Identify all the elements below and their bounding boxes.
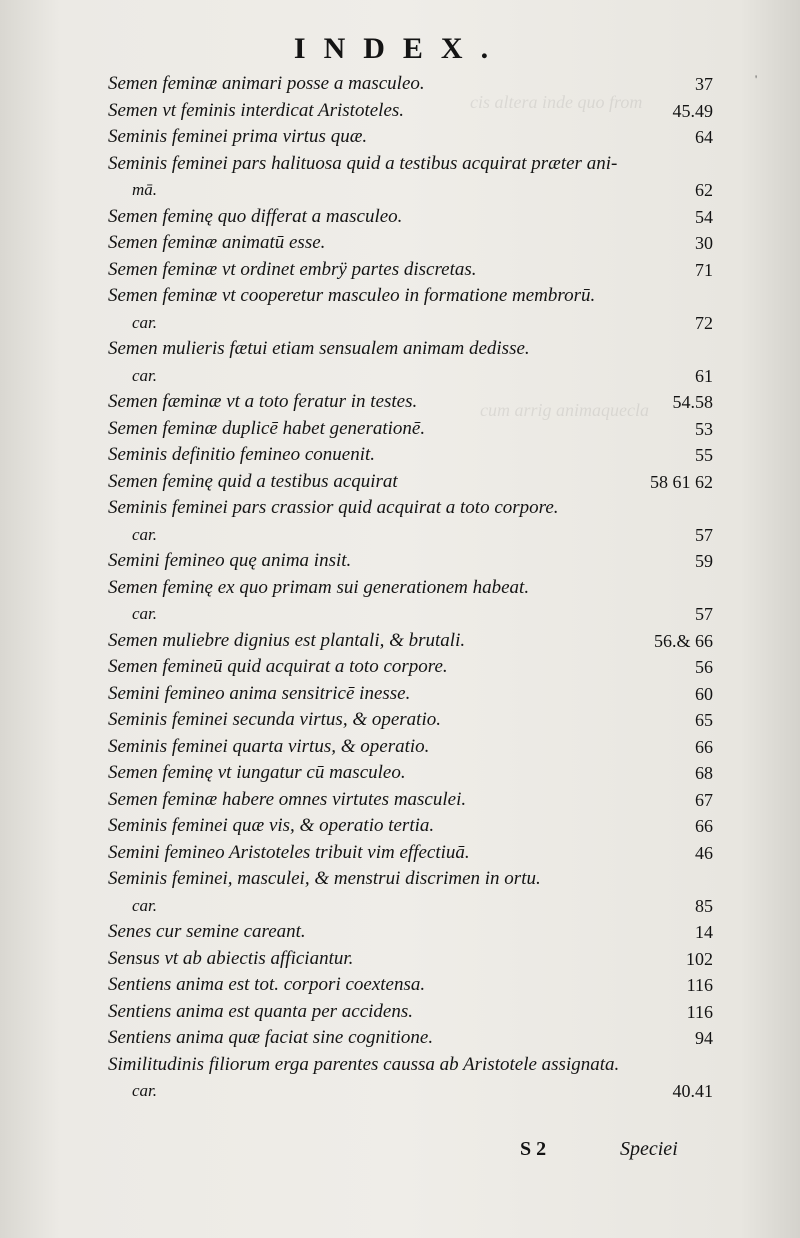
entry-text: Semen muliebre dignius est plantali, & brutali.: [108, 629, 466, 651]
entry-page-number: 56.& 66: [653, 630, 713, 651]
index-entry: [108, 1025, 713, 1052]
entry-text: Semen feminæ duplicē habet generationē.: [108, 417, 426, 439]
entry-text: Semen feminę vt iungatur cū masculeo.: [108, 762, 406, 783]
entry-page-number: 61: [695, 365, 713, 386]
entry-text: Seminis feminei, masculei, & menstrui discrimen in ortu.: [108, 868, 541, 889]
margin-mark: ': [755, 72, 758, 86]
entry-page-number: 54.58: [672, 392, 713, 412]
index-entry: [108, 919, 713, 946]
entry-text: Senes cur semine careant.: [108, 921, 306, 942]
index-entry: [108, 575, 713, 602]
entry-text: Semen feminæ animatū esse.: [108, 232, 326, 253]
index-entry: [108, 230, 713, 257]
entry-text: Semen feminæ vt ordinet embrÿ partes discretas.: [108, 258, 477, 280]
entry-page-number: 37: [695, 74, 713, 94]
index-entry: [108, 71, 713, 98]
index-entries: [108, 71, 713, 1105]
index-entry-continuation: [108, 522, 713, 549]
entry-page-number: 62: [695, 180, 713, 200]
index-entry: [108, 389, 713, 416]
index-entry: [108, 469, 713, 496]
entry-page-number: 72: [695, 312, 713, 333]
entry-page-number: 66: [695, 816, 713, 836]
entry-page-number: 57: [695, 524, 713, 545]
signature-mark: S 2: [520, 1138, 547, 1160]
entry-page-number: 68: [695, 763, 713, 783]
entry-text: Seminis feminei quarta virtus, & operatio.: [108, 735, 430, 757]
entry-page-number: 116: [686, 975, 713, 995]
entry-text: Semen feminę quo differat a masculeo.: [108, 205, 403, 227]
entry-page-number: 54: [695, 206, 713, 227]
index-entry: [108, 707, 713, 734]
index-entry: [108, 628, 713, 655]
entry-page-number: 65: [695, 710, 713, 730]
index-entry: [108, 283, 713, 310]
bleed-through-text: cis altera inde quo from: [470, 92, 643, 112]
index-entry: [108, 840, 713, 867]
entry-page-number: 116: [686, 1001, 713, 1022]
entry-text: Semen feminę quid a testibus acquirat: [108, 470, 398, 492]
bleed-through-text-2: cum arrig animaquecla: [480, 400, 649, 420]
entry-text: car.: [132, 604, 158, 623]
index-entry: [108, 787, 713, 814]
entry-text: Semini femineo anima sensitricē inesse.: [108, 682, 411, 704]
index-entry-continuation: [108, 1078, 713, 1105]
index-entry: [108, 734, 713, 761]
entry-page-number: 67: [695, 789, 713, 810]
page-footer: [0, 1138, 800, 1168]
index-entry: [108, 866, 713, 893]
entry-text: Sentiens anima est quanta per accidens.: [108, 1000, 414, 1022]
entry-text: Sentiens anima quæ faciat sine cognitione.: [108, 1027, 434, 1048]
entry-page-number: 56: [695, 657, 713, 677]
page-title: INDEX.: [293, 32, 507, 65]
entry-text: Similitudinis filiorum erga parentes caussa ab Aristotele assignata.: [108, 1053, 620, 1075]
entry-text: car.: [132, 365, 158, 385]
entry-text: Semen mulieris fætui etiam sensualem animam dedisse.: [108, 338, 530, 359]
entry-text: Sentiens anima est tot. corpori coextensa.: [108, 974, 426, 995]
entry-text: Seminis feminei pars crassior quid acquirat a toto corpore.: [108, 497, 559, 518]
entry-page-number: 14: [695, 922, 713, 942]
entry-page-number: 46: [695, 842, 713, 863]
entry-page-number: 85: [695, 895, 713, 916]
index-entry: [108, 999, 713, 1026]
entry-text: Semen feminæ habere omnes virtutes masculei.: [108, 788, 467, 810]
index-entry-continuation: [108, 601, 713, 628]
entry-text: Seminis feminei prima virtus quæ.: [108, 126, 368, 147]
entry-page-number: 30: [695, 233, 713, 253]
index-entry: [108, 760, 713, 787]
index-entry: [108, 336, 713, 363]
entry-page-number: 60: [695, 683, 713, 704]
entry-text: Semini femineo quę anima insit.: [108, 550, 352, 571]
index-entry: [108, 495, 713, 522]
entry-page-number: 59: [695, 551, 713, 571]
entry-text: mā.: [132, 180, 158, 199]
index-entry: [108, 813, 713, 840]
entry-page-number: 55: [695, 445, 713, 465]
index-entry-continuation: [108, 363, 713, 390]
index-entry-continuation: [108, 177, 713, 204]
index-entry: [108, 204, 713, 231]
entry-text: Semen vt feminis interdicat Aristoteles.: [108, 99, 405, 121]
entry-text: car.: [132, 524, 158, 544]
catchword: Speciei: [620, 1138, 678, 1160]
index-entry-continuation: [108, 310, 713, 337]
index-entry: [108, 442, 713, 469]
entry-text: Seminis feminei secunda virtus, & operatio.: [108, 709, 441, 730]
entry-text: Semini femineo Aristoteles tribuit vim effectiuā.: [108, 841, 470, 863]
index-entry: [108, 124, 713, 151]
entry-page-number: 57: [695, 604, 713, 624]
index-entry: [108, 1052, 713, 1079]
index-entry: [108, 151, 713, 178]
index-entry: [108, 681, 713, 708]
entry-text: Sensus vt ab abiectis afficiantur.: [108, 947, 354, 969]
entry-text: Semen feminę ex quo primam sui generationem habeat.: [108, 576, 530, 598]
entry-page-number: 94: [695, 1028, 713, 1048]
entry-text: Seminis feminei pars halituosa quid a testibus acquirat præter ani-: [108, 152, 618, 174]
entry-text: Semen fæminæ vt a toto feratur in testes.: [108, 391, 418, 412]
entry-page-number: 64: [695, 127, 713, 147]
entry-page-number: 40.41: [672, 1081, 713, 1101]
entry-text: car.: [132, 312, 158, 332]
entry-text: Seminis definitio femineo conuenit.: [108, 444, 376, 465]
index-entry: [108, 946, 713, 973]
entry-text: Seminis feminei quæ vis, & operatio tertia.: [108, 815, 435, 836]
entry-page-number: 58 61 62: [650, 471, 713, 492]
entry-text: car.: [132, 1081, 158, 1100]
index-entry: [108, 416, 713, 443]
index-entry-continuation: [108, 893, 713, 920]
index-entry: [108, 548, 713, 575]
entry-page-number: 53: [695, 418, 713, 439]
index-entry: [108, 654, 713, 681]
entry-page-number: 45.49: [672, 100, 713, 121]
entry-text: Semen feminæ animari posse a masculeo.: [108, 73, 425, 94]
entry-page-number: 102: [686, 948, 713, 969]
entry-text: Semen feminæ vt cooperetur masculeo in formatione membrorū.: [108, 285, 596, 306]
index-entry: [108, 972, 713, 999]
index-entry: [108, 98, 713, 125]
entry-page-number: 71: [695, 259, 713, 280]
entry-text: car.: [132, 895, 158, 915]
entry-page-number: 66: [695, 736, 713, 757]
index-entry: [108, 257, 713, 284]
entry-text: Semen femineū quid acquirat a toto corpore.: [108, 656, 448, 677]
